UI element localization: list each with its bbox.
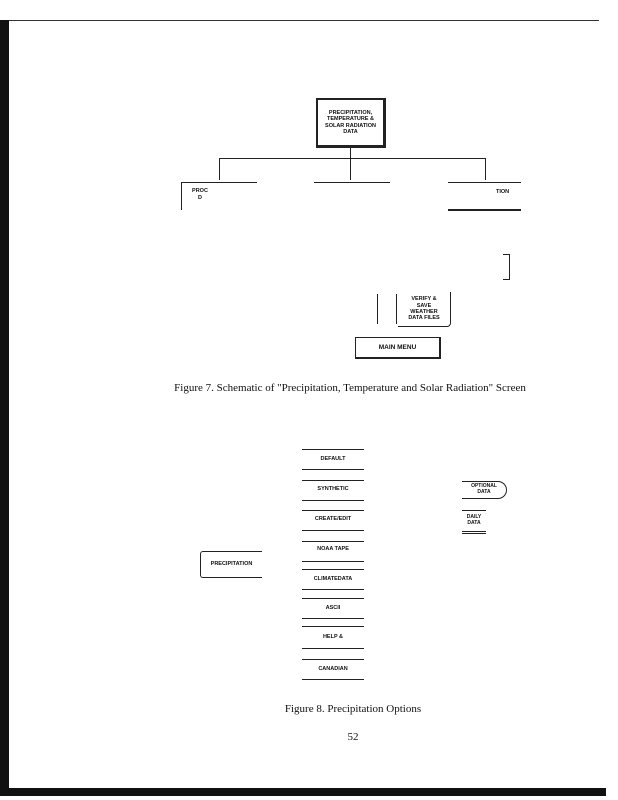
option-rule <box>302 598 364 599</box>
optional-data-line: OPTIONAL <box>471 483 497 490</box>
option-rule <box>302 648 364 649</box>
option-rule <box>302 541 364 542</box>
verify-box-line: SAVE <box>416 302 432 309</box>
verify-box-line: DATA FILES <box>408 315 440 322</box>
option-rule <box>302 626 364 627</box>
bracket-edge <box>509 254 510 280</box>
main-menu-box <box>355 337 441 359</box>
scan-border-top <box>9 20 599 21</box>
left-box-line: PROC <box>192 188 208 194</box>
optional-data-line: DATA <box>477 489 491 495</box>
top-box-line: DATA <box>343 128 358 135</box>
option-ascii: ASCII <box>325 605 341 611</box>
optional-data-box <box>462 481 507 499</box>
scan-border-left <box>0 20 9 796</box>
connector <box>350 158 351 180</box>
page-number: 52 <box>347 731 359 743</box>
option-help: HELP & <box>322 634 344 640</box>
option-rule <box>302 589 364 590</box>
option-rule <box>302 530 364 531</box>
box-top-edge <box>448 182 521 183</box>
connector <box>219 158 220 180</box>
daily-data-label <box>462 514 486 526</box>
precipitation-label: PRECIPITATION <box>210 561 253 568</box>
daily-data-rule <box>462 510 486 511</box>
box-bottom-edge <box>448 209 521 211</box>
verify-save-weather-box <box>398 292 451 327</box>
option-rule <box>302 449 364 450</box>
option-rule <box>302 561 364 562</box>
option-rule <box>302 469 364 470</box>
top-box-line: SOLAR RADIATION <box>325 122 376 129</box>
right-box-partial-text: TION <box>496 189 510 195</box>
option-create-edit: CREATE/EDIT <box>314 516 352 522</box>
verify-box-line: WEATHER <box>410 309 438 315</box>
option-canadian: CANADIAN <box>318 666 348 672</box>
precipitation-temperature-solar-box <box>316 98 386 148</box>
top-box-line: PRECIPITATION, <box>328 109 373 116</box>
scan-border-bottom <box>0 788 606 796</box>
box-left-edge <box>181 182 182 210</box>
option-noaa-tape: NOAA TAPE <box>317 546 349 552</box>
option-rule <box>302 480 364 481</box>
option-climatedata: CLIMATEDATA <box>313 576 353 582</box>
option-synthetic: SYNTHETIC <box>317 486 349 492</box>
box-top-edge <box>182 182 257 183</box>
option-rule <box>302 618 364 619</box>
box-top-edge <box>314 182 390 183</box>
left-box-partial-text <box>190 188 210 202</box>
connector <box>377 294 378 324</box>
figure-7-caption: Figure 7. Schematic of "Precipitation, Temperature and Solar Radiation" Screen <box>174 382 526 394</box>
daily-data-line: DATA <box>467 520 481 526</box>
daily-data-rule <box>462 531 486 532</box>
figure-8-caption: Figure 8. Precipitation Options <box>284 703 422 715</box>
main-menu-label: MAIN MENU <box>378 343 417 351</box>
precipitation-box <box>200 551 262 578</box>
bracket-edge <box>503 254 510 255</box>
option-rule <box>302 500 364 501</box>
daily-data-line: DAILY <box>466 514 482 520</box>
connector <box>219 158 486 159</box>
option-rule <box>302 679 364 680</box>
top-box-line: TEMPERATURE & <box>327 116 374 123</box>
bracket-edge <box>503 279 510 280</box>
option-default: DEFAULT <box>320 456 346 462</box>
option-rule <box>302 569 364 570</box>
connector <box>485 158 486 180</box>
option-rule <box>302 659 364 660</box>
left-box-line: D <box>198 194 202 201</box>
verify-box-line: VERIFY & <box>411 296 437 303</box>
daily-data-rule <box>462 533 486 534</box>
option-rule <box>302 510 364 511</box>
connector <box>396 294 397 324</box>
